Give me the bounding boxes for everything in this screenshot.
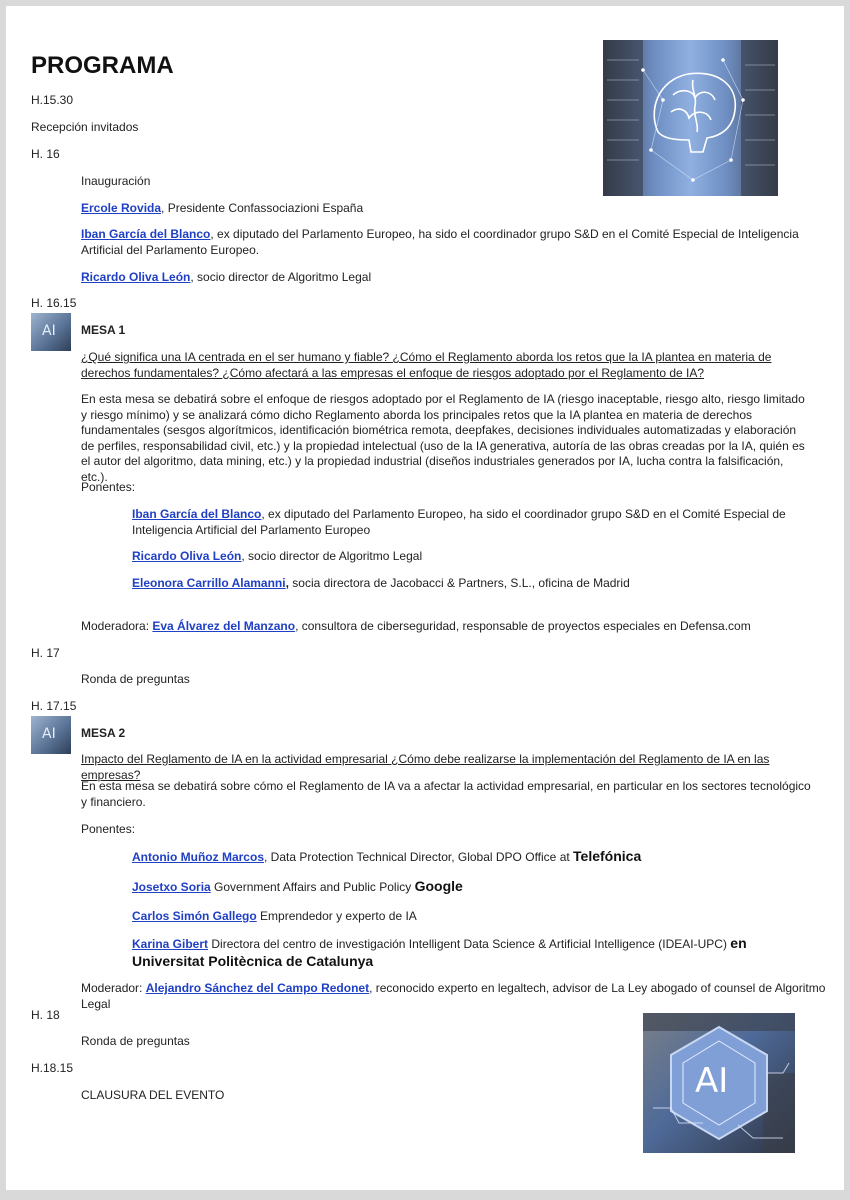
speaker-link[interactable]: Iban García del Blanco [81, 227, 211, 241]
speaker-entry [81, 201, 811, 217]
closing-text: CLAUSURA DEL EVENTO [81, 1088, 225, 1102]
speaker-comma: , [285, 576, 289, 590]
company-name: Google [414, 878, 463, 894]
thumbnail-label: AI [42, 726, 56, 742]
speaker-entry [81, 227, 811, 258]
moderator-link[interactable]: Eva Álvarez del Manzano [152, 619, 296, 633]
company-name: en Universitat Politècnica de Catalunya [132, 935, 747, 969]
time-17: H. 17 [31, 646, 60, 660]
speaker-entry [132, 909, 822, 925]
panel-2-question: Impacto del Reglamento de IA en la actividad empresarial ¿Cómo debe realizarse la implementación del Reglamento de IA en las empresas? [81, 752, 770, 782]
speaker-link[interactable]: Josetxo Soria [132, 880, 211, 894]
moderator-label: Moderadora: [81, 619, 153, 633]
speaker-role: socia directora de Jacobacci & Partners, S.L., oficina de Madrid [288, 576, 630, 590]
time-16: H. 16 [31, 147, 60, 161]
speaker-entry [132, 549, 822, 565]
moderator-link[interactable]: Alejandro Sánchez del Campo Redonet [145, 981, 370, 995]
ai-thumbnail-icon [31, 716, 71, 754]
speaker-role: , Presidente Confassociazioni España [161, 201, 364, 215]
moderator-role: , reconocido experto en legaltech, advisor de La Ley abogado of counsel de Algoritmo Legal [81, 981, 826, 1011]
inauguration-heading: Inauguración [81, 174, 151, 188]
speaker-entry [132, 879, 822, 896]
speaker-link[interactable]: Ricardo Oliva León [81, 270, 191, 284]
page-title: PROGRAMA [31, 52, 174, 79]
ai-illustration-label: AI [695, 1061, 729, 1101]
ai-illustration [643, 1013, 795, 1153]
speaker-link[interactable]: Carlos Simón Gallego [132, 909, 257, 923]
moderator-label: Moderador: [81, 981, 146, 995]
moderator-role: , consultora de ciberseguridad, responsable de proyectos especiales en Defensa.com [295, 619, 751, 633]
speaker-entry [132, 576, 822, 592]
speaker-link[interactable]: Eleonora Carrillo Alamanni [132, 576, 286, 590]
speaker-link[interactable]: Ricardo Oliva León [132, 549, 242, 563]
time-1530: H.15.30 [31, 93, 74, 107]
reception-text: Recepción invitados [31, 120, 139, 134]
panel-1-question: ¿Qué significa una IA centrada en el ser humano y fiable? ¿Cómo el Reglamento aborda los retos que la IA plantea en materia de derechos fundamentales? ¿Cómo afectará a las empresas el enfoque de riesgos adoptado por el Reglamento de IA? [81, 350, 772, 380]
speaker-link[interactable]: Iban García del Blanco [132, 507, 262, 521]
ai-thumbnail-icon [31, 313, 71, 351]
thumbnail-label: AI [42, 323, 56, 339]
ponentes-label: Ponentes: [81, 822, 136, 836]
speaker-link[interactable]: Ercole Rovida [81, 201, 162, 215]
panel-1-title: MESA 1 [81, 323, 126, 337]
time-1815: H.18.15 [31, 1061, 74, 1075]
speaker-role: , Data Protection Technical Director, Global DPO Office at [264, 850, 574, 864]
speaker-role: Directora del centro de investigación Intelligent Data Science & Artificial Intelligence (IDEAI-UPC) [208, 937, 731, 951]
document-page [6, 6, 844, 1190]
moderator-entry [81, 981, 836, 1012]
questions-round-text: Ronda de preguntas [81, 1034, 190, 1048]
brain-illustration [603, 40, 778, 196]
time-1615: H. 16.15 [31, 296, 77, 310]
speaker-entry [81, 270, 811, 286]
time-1715: H. 17.15 [31, 699, 77, 713]
company-name: Telefónica [573, 848, 642, 864]
speaker-role: , socio director de Algoritmo Legal [241, 549, 423, 563]
panel-2-title: MESA 2 [81, 726, 126, 740]
speaker-entry [132, 849, 822, 866]
questions-round-text: Ronda de preguntas [81, 672, 190, 686]
speaker-link[interactable]: Antonio Muñoz Marcos [132, 850, 264, 864]
ponentes-label: Ponentes: [81, 480, 136, 494]
panel-2-description: En esta mesa se debatirá sobre cómo el Reglamento de IA va a afectar la actividad empresarial, en particular en los sectores tecnológico y financiero. [81, 779, 811, 809]
moderator-entry [81, 619, 821, 635]
speaker-entry [132, 935, 822, 971]
panel-1-description: En esta mesa se debatirá sobre el enfoque de riesgos adoptado por el Reglamento de IA (riesgo inaceptable, riesgo alto, riesgo limitado y riesgo mínimo) y se analizará cómo dicho Reglamento aborda los principales retos que la IA plantea en materia de derechos fundamentales (sesgos algorítmicos, identificación biométrica remota, deepfakes, decisiones individuales automatizadas y elaboración de perfiles, responsabilidad civil, etc.) y la propiedad intelectual (uso de la IA generativa, autoría de las obras creadas por la IA, quién es el autor del algoritmo, data mining, etc.) y la propiedad industrial (diseños industriales generados por IA, lucha contra la falsificación, etc.). [81, 392, 805, 484]
speaker-role: Government Affairs and Public Policy [210, 880, 415, 894]
time-18: H. 18 [31, 1008, 60, 1022]
speaker-entry [132, 507, 822, 538]
speaker-role: Emprendedor y experto de IA [256, 909, 417, 923]
speaker-link[interactable]: Karina Gibert [132, 937, 209, 951]
speaker-role: , ex diputado del Parlamento Europeo, ha sido el coordinador grupo S&D en el Comité Especial de Inteligencia Artificial del Parlamento Europeo [132, 507, 786, 537]
speaker-role: , ex diputado del Parlamento Europeo, ha sido el coordinador grupo S&D en el Comité Especial de Inteligencia Artificial del Parlamento Europeo. [81, 227, 799, 257]
speaker-role: , socio director de Algoritmo Legal [190, 270, 372, 284]
